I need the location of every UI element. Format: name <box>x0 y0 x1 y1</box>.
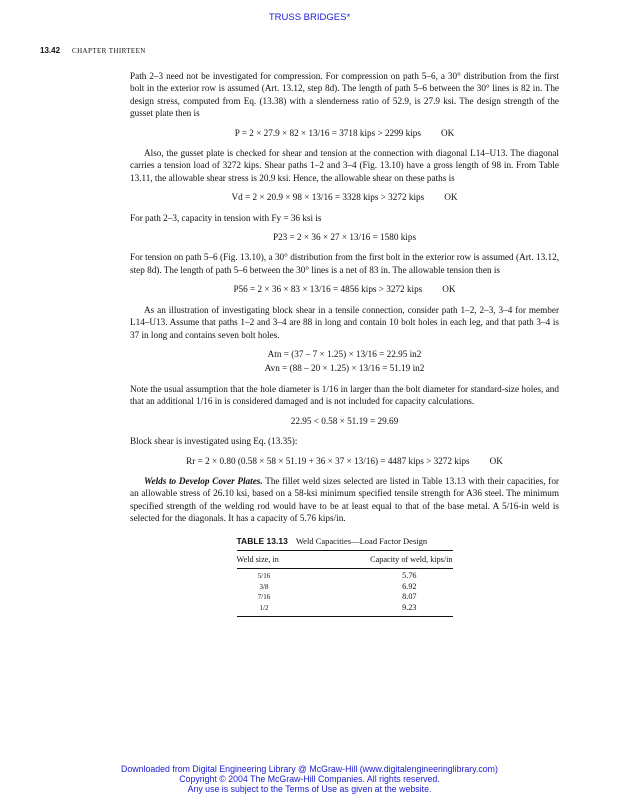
cell-capacity: 6.92 <box>402 581 417 591</box>
cell-weld-size: 5/16 <box>257 572 271 581</box>
paragraph-2: Also, the gusset plate is checked for shear and tension at the connection with diagonal L14–U13. The diagonal carries a tension load of 3272 kips. Shear paths 1–2 and 3–4 (Fig. 13.10) have a gross length of 98 in. From Table 13.11, the allowable shear stress is 20.9 ksi. Hence, the allowable shear on these paths is <box>130 148 559 183</box>
cell-weld-size: 3/8 <box>259 582 269 591</box>
equation-7 <box>130 455 559 467</box>
table-row <box>237 603 453 614</box>
cell-capacity: 9.23 <box>402 602 417 612</box>
table-title: Weld Capacities—Load Factor Design <box>295 535 428 546</box>
paragraph-6: Note the usual assumption that the hole diameter is 1/16 in larger than the bolt diameter for standard-size holes, and that an additional 1/16 in is considered damaged and is not included for capacity calculations. <box>130 383 559 407</box>
document-title-banner: TRUSS BRIDGES* <box>268 12 351 23</box>
paragraph-8 <box>130 475 559 525</box>
footer-copyright: Copyright © 2004 The McGraw-Hill Companies. All rights reserved. <box>179 774 440 785</box>
equation-4-text: P56 = 2 × 36 × 83 × 13/16 = 4856 kips > 3272 kips <box>233 284 423 295</box>
equation-1 <box>130 127 559 139</box>
equation-6: 22.95 < 0.58 × 51.19 = 29.69 <box>290 415 399 426</box>
equation-4 <box>130 283 559 295</box>
paragraph-4: For tension on path 5–6 (Fig. 13.10), a 30° distribution from the first bolt in the exterior row is assumed (Art. 13.12, step 8d). The length of path 5–6 between the 30° lines is a net of 83 in. The allowable tension then is <box>130 252 559 275</box>
paragraph-8-heading: Welds to Develop Cover Plates. <box>144 475 263 486</box>
cell-weld-size: 7/16 <box>257 593 271 602</box>
chapter-title: CHAPTER THIRTEEN <box>72 47 146 55</box>
weld-capacity-table <box>237 535 453 618</box>
paragraph-3: For path 2–3, capacity in tension with Fy = 36 ksi is <box>130 212 322 223</box>
equation-1-text: P = 2 × 27.9 × 82 × 13/16 = 3718 kips > 2299 kips <box>234 127 421 138</box>
equation-7-text: Rr = 2 × 0.80 (0.58 × 58 × 51.19 + 36 × 37 × 13/16) = 4487 kips > 3272 kips <box>186 455 470 466</box>
equation-7-ok: OK <box>489 455 503 466</box>
page-number: 13.42 <box>40 46 61 55</box>
equation-1-ok: OK <box>440 127 455 138</box>
table-body <box>237 569 453 617</box>
paragraph-7: Block shear is investigated using Eq. (13.35): <box>130 436 298 447</box>
column-header-weld-size: Weld size, in <box>236 554 279 564</box>
paragraph-5: As an illustration of investigating block shear in a tensile connection, consider path 1–2, 2–3, 3–4 for member L14–U13. Assume that paths 1–2 and 3–4 are 88 in long and contain 10 bolt holes in each leg, and that path 3–4 is 37 in long and contains seven bolt holes. <box>130 304 559 340</box>
running-head <box>40 46 146 55</box>
equation-5 <box>130 347 559 375</box>
paragraph-8-text: The fillet weld sizes selected are listed in Table 13.13 with their capacities, for an allowable stress of 26.10 ksi, based on a 58-ksi minimum specified tensile strength for A36 steel. The minimum specified strength of the welding rod would have to be at least equal to that of the base metal. A 5/16-in weld is selected for the diagonals. It has a capacity of 5.76 kips/in. <box>130 475 559 524</box>
equation-2 <box>130 191 559 203</box>
table-row <box>237 582 453 593</box>
paragraph-1: Path 2–3 need not be investigated for compression. For compression on path 5–6, a 30° distribution from the first bolt in the exterior row is assumed (Art. 13.12, step 8d). The length of path 5–6 between the 30° lines is 82 in. The design stress, computed from Eq. (13.38) with a slenderness ratio of 52.9, is 27.9 ksi. The design strength of the gusset plate then is <box>130 71 559 119</box>
cell-weld-size: 1/2 <box>259 603 269 612</box>
table-caption <box>237 535 453 551</box>
footer-terms-link[interactable]: Any use is subject to the Terms of Use as given at the website. <box>187 784 432 795</box>
cell-capacity: 8.07 <box>402 592 417 602</box>
column-header-capacity: Capacity of weld, kips/in <box>370 554 453 564</box>
body-text <box>130 70 559 617</box>
equation-2-text: Vd = 2 × 20.9 × 98 × 13/16 = 3328 kips > 3272 kips <box>231 192 425 203</box>
cell-capacity: 5.76 <box>402 571 417 581</box>
table-row <box>237 592 453 603</box>
equation-5a: Atn = (37 – 7 × 1.25) × 13/16 = 22.95 in2 <box>267 348 422 359</box>
table-header <box>237 551 453 569</box>
equation-4-ok: OK <box>442 284 456 295</box>
equation-2-ok: OK <box>444 192 458 203</box>
copyright-footer <box>0 764 619 795</box>
table-row <box>237 571 453 582</box>
footer-download-link[interactable]: Downloaded from Digital Engineering Library @ McGraw-Hill (www.digitalengineeringlibrary.com) <box>121 764 498 774</box>
equation-3: P23 = 2 × 36 × 27 × 13/16 = 1580 kips <box>272 232 417 243</box>
table-label: TABLE 13.13 <box>236 535 288 546</box>
equation-5b: Avn = (88 – 20 × 1.25) × 13/16 = 51.19 in2 <box>264 362 425 373</box>
